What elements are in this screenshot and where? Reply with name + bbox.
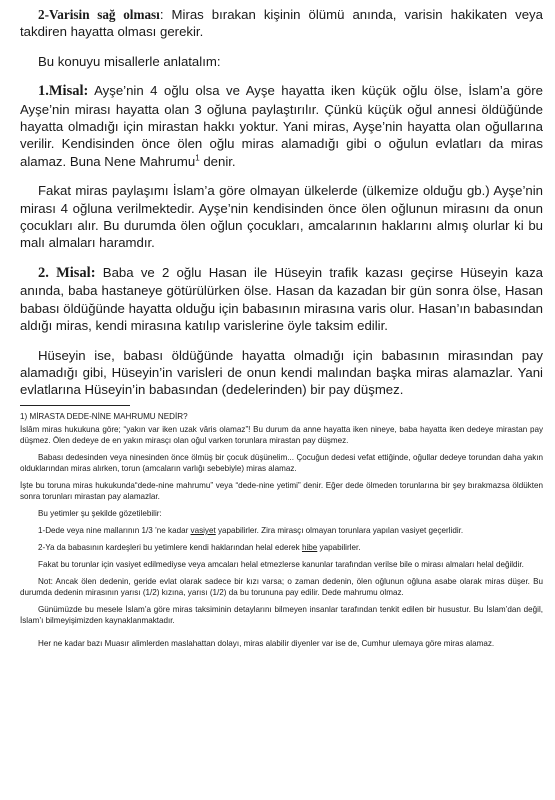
heading-text: : Miras bırakan kişinin ölümü anında, varisin hakikaten veya takdiren hayatta olması gerekir.	[20, 7, 543, 40]
footnote-divider	[20, 405, 130, 406]
footnote-p4: Bu yetimler şu şekilde gözetilebilir:	[38, 508, 162, 518]
footnote-p6-text-end: yapabilirler.	[317, 542, 361, 552]
example-2-label: 2. Misal:	[38, 264, 96, 281]
footnote-p5-text: 1-Dede veya nine mallarının 1/3 ’ne kadar	[38, 525, 191, 535]
footnote-p6-text: 2-Ya da babasının kardeşleri bu yetimlere kendi haklarından helal ederek	[38, 542, 302, 552]
example-1-text-end: denir.	[199, 153, 236, 169]
example-2-paragraph	[20, 264, 543, 335]
heading-label: 2-Varisin sağ olması	[38, 7, 160, 22]
paragraph-huseyin: Hüseyin ise, babası öldüğünde hayatta olmadığı için babasının mirasından pay alamadığı gibi, Hüseyin’in varisleri de onun kendi malından başka miras alamazlar. Yani evlatlarına Hüseyin’in babasından (dedelerinden) bir pay düşmez.	[20, 347, 543, 398]
example-2-text: Baba ve 2 oğlu Hasan ile Hüseyin trafik kazası geçirse Hüseyin kaza anında, baba hastaneye götürülürken ölse. Hasan da kazadan bir gün sonra ölse, Hasan babası öldüğünde hayatta olduğu için babasının mirasına varis olur. Hasan’ın babasından aldığı miras, kendi mirasına katılıp varislerine öyle taksim edilir.	[20, 264, 544, 334]
footnote-p5	[20, 525, 543, 536]
footnote-p2: Babası dedesinden veya ninesinden önce ölmüş bir çocuk düşünelim... Çocuğun dedesi vefat ettiğinde, oğullar dedeye torundan daha yakın olduklarından miras alırken, torun (amcaların varlığı sebebiyle) miras alamaz.	[20, 452, 543, 473]
example-1-paragraph	[20, 82, 543, 170]
footnote-title: 1) MİRASTA DEDE-NİNE MAHRUMU NEDİR?	[20, 411, 188, 421]
footnote-hibe: hibe	[301, 542, 318, 552]
footnote-p8: Not: Ancak ölen dedenin, geride evlat olarak sadece bir kızı varsa; o zaman dedenin, ölen oğlunun oğluna asabe olarak miras düşer. Bu durumda dedenin mirasının yarısı (1/2) kızına, yarısı (1/2) da bu torununa pay edilir. Dede mahrumu olmaz.	[20, 576, 543, 597]
heading-varisin-sag-olmasi	[20, 6, 543, 41]
footnote-p1: İslâm miras hukukuna göre; “yakın var iken uzak vâris olamaz”! Bu durum da anne hayatta iken nineye, baba hayatta iken dedeye mirastan pay düşmez. Ölen dedeye de en yakın mirasçı olan oğul varken torunlara mirastan pay düşmez.	[20, 424, 543, 445]
footnote-p10: Her ne kadar bazı Muasır alimlerden maslahattan dolayı, miras alabilir diyenler var ise de, Cumhur ulemaya göre miras alamaz.	[38, 638, 495, 648]
footnote-p6	[20, 542, 543, 553]
footnote-p3: İşte bu toruna miras hukukunda“dede-nine mahrumu” veya “dede-nine yetimi” denir. Eğer dede ölmeden torunlarına bir şey bırakmazsa öldükten sonra torunları mirastan pay alamazlar.	[20, 480, 543, 501]
footnote-p9: Günümüzde bu mesele İslam’a göre miras taksiminin detaylarını bilmeyen insanlar tarafından tenkit edilen bir husustur. Bu İslam’dan değil, İslam’ı bilmeyişimizden kaynaklanmaktadır.	[20, 604, 543, 625]
footnote-p5-text-end: yapabilirler. Zira mirasçı olmayan torunlara yapılan vasiyet geçerlidir.	[215, 525, 464, 535]
footnote-marker: 1	[195, 153, 200, 163]
example-1-text: Ayşe’nin 4 oğlu olsa ve Ayşe hayatta iken küçük oğlu ölse, İslam’a göre Ayşe’nin mirası hayatta olan 3 oğluna paylaştırılır. Çünkü küçük oğul annesi öldüğünde hayatta olmadığı için mirastan hakkı yoktur. Yani miras, Ayşe’nin hayatta olan oğullarına verilir. Kendisinden önce ölen oğlu miras alamadığı gibi o oğulun evlatları da miras alamaz. Buna Nene Mahrumu	[20, 83, 543, 169]
footnote-vasiyet: vasiyet	[190, 525, 216, 535]
intro-paragraph: Bu konuyu misallerle anlatalım:	[38, 53, 221, 69]
footnote-p7: Fakat bu torunlar için vasiyet edilmediyse veya amcaları helal etmezlerse kanunlar tarafından verilse bile o mirası almaları helal değildir.	[38, 559, 524, 569]
footnote	[20, 411, 543, 649]
paragraph-fakat: Fakat miras paylaşımı İslam’a göre olmayan ülkelerde (ülkemize olduğu gb.) Ayşe’nin mirası 4 oğluna verilmektedir. Ayşe’nin kendisinden önce ölen oğlunun mirasını da onun çocukları alır. Bu durumda ölen oğlun çocukları, amcalarının haklarını almış olurlar ki bu malı almaları haramdır.	[20, 183, 543, 251]
example-1-label: 1.Misal:	[38, 83, 89, 100]
